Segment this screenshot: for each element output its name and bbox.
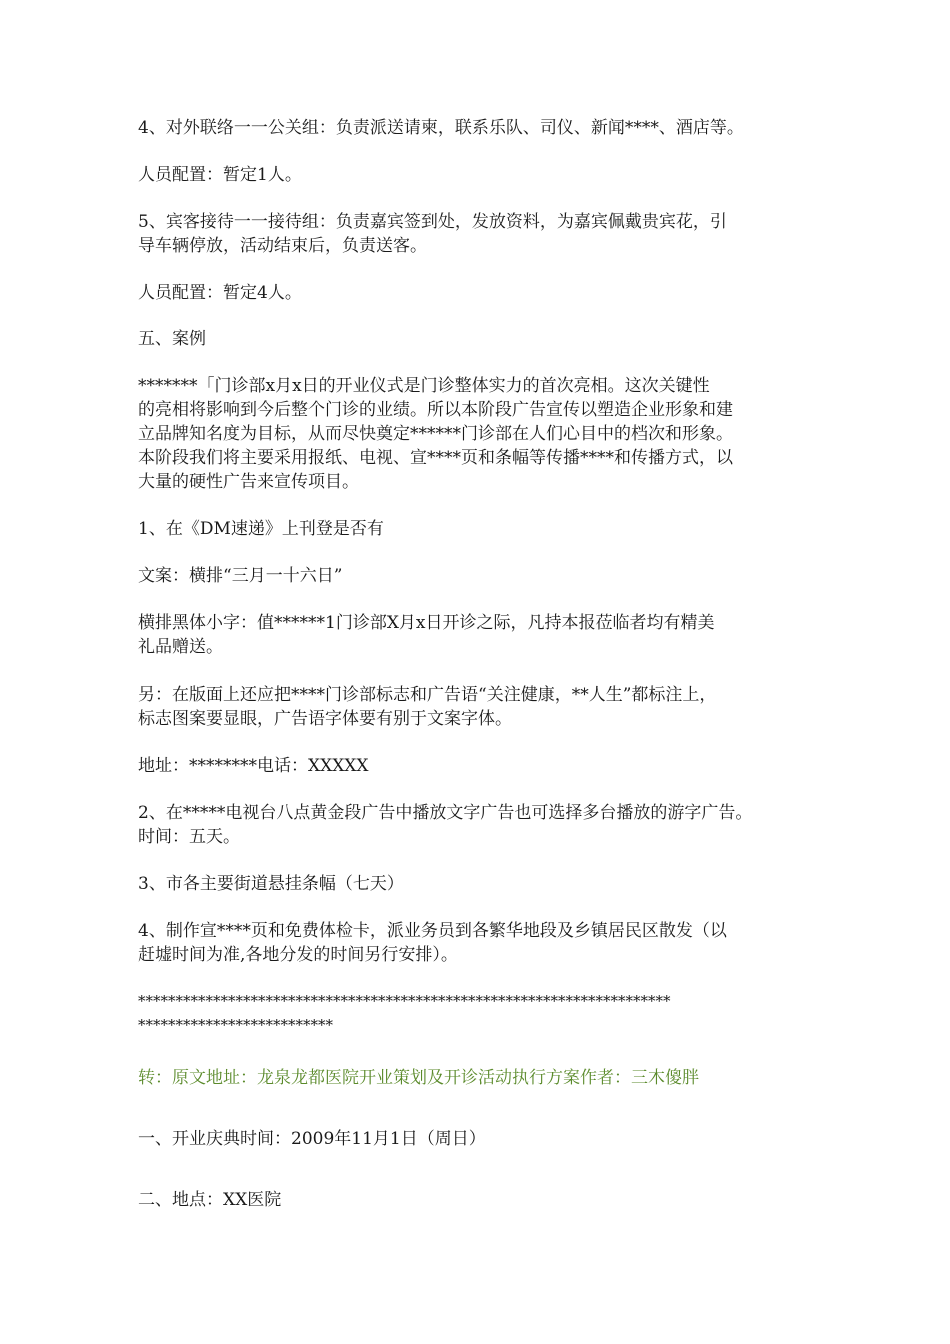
flyers-line-2: 赶墟时间为准,各地分发的时间另行安排）。 bbox=[138, 945, 458, 965]
paragraph-reception-team bbox=[138, 210, 838, 258]
case-line-2: 的亮相将影响到今后整个门诊的业绩。所以本阶段广告宣传以塑造企业形象和建 bbox=[138, 400, 733, 420]
paragraph-logo-slogan bbox=[138, 683, 838, 731]
flyers-line-1: 4、制作宣****页和免费体检卡，派业务员到各繁华地段及乡镇居民区散发（以 bbox=[138, 921, 727, 941]
reception-line-2: 导车辆停放，活动结束后，负责送客。 bbox=[138, 236, 427, 256]
source-attribution bbox=[138, 1066, 838, 1090]
case-line-3: 立品牌知名度为目标，从而尽快奠定******门诊部在人们心目中的档次和形象。 bbox=[138, 424, 733, 444]
author-link[interactable]: 三木傻胖 bbox=[631, 1068, 699, 1088]
author-label: 作者： bbox=[580, 1068, 631, 1088]
section-heading-case: 五、案例 bbox=[138, 329, 206, 349]
case-line-5: 大量的硬性广告来宣传项目。 bbox=[138, 472, 359, 492]
source-link[interactable]: 龙泉龙都医院开业策划及开诊活动执行方案 bbox=[257, 1068, 580, 1088]
small-print-line-2: 礼品赠送。 bbox=[138, 637, 223, 657]
paragraph-copywriting: 文案：横排“三月一十六日” bbox=[138, 566, 343, 586]
logo-line-1: 另：在版面上还应把****门诊部标志和广告语“关注健康，**人生”都标注上， bbox=[138, 685, 717, 705]
paragraph-flyers bbox=[138, 919, 838, 967]
paragraph-reception-staff: 人员配置：暂定4人。 bbox=[138, 283, 302, 303]
paragraph-small-print bbox=[138, 611, 838, 659]
tv-line-1: 2、在*****电视台八点黄金段广告中播放文字广告也可选择多台播放的游字广告。 bbox=[138, 803, 753, 823]
paragraph-address-phone: 地址：********电话：XXXXX bbox=[138, 756, 369, 776]
paragraph-banners: 3、市各主要街道悬挂条幅（七天） bbox=[138, 874, 404, 894]
paragraph-pr-team: 4、对外联络一一公关组：负责派送请柬，联系乐队、司仪、新闻****、酒店等。 bbox=[138, 118, 744, 138]
paragraph-dm-express: 1、在《DM速递》上刊登是否有 bbox=[138, 519, 384, 539]
paragraph-case-intro bbox=[138, 374, 838, 494]
paragraph-pr-staff: 人员配置：暂定1人。 bbox=[138, 165, 302, 185]
source-prefix: 转：原文地址： bbox=[138, 1068, 257, 1088]
logo-line-2: 标志图案要显眼，广告语字体要有别于文案字体。 bbox=[138, 709, 512, 729]
divider-line-1: *********************************************************************** bbox=[138, 992, 671, 1010]
section-location: 二、地点：XX医院 bbox=[138, 1190, 282, 1210]
case-line-4: 本阶段我们将主要采用报纸、电视、宣****页和条幅等传播****和传播方式，以 bbox=[138, 448, 733, 468]
paragraph-tv-ads bbox=[138, 801, 838, 849]
section-celebration-time: 一、开业庆典时间：2009年11月1日（周日） bbox=[138, 1129, 486, 1149]
divider-line-2: ************************** bbox=[138, 1016, 333, 1034]
small-print-line-1: 横排黑体小字：值******1门诊部X月x日开诊之际，凡持本报莅临者均有精美 bbox=[138, 613, 715, 633]
tv-line-2: 时间：五天。 bbox=[138, 827, 240, 847]
case-line-1: *******「门诊部x月x日的开业仪式是门诊整体实力的首次亮相。这次关键性 bbox=[138, 376, 710, 396]
reception-line-1: 5、宾客接待一一接待组：负责嘉宾签到处，发放资料，为嘉宾佩戴贵宾花，引 bbox=[138, 212, 727, 232]
asterisk-divider bbox=[138, 989, 838, 1037]
